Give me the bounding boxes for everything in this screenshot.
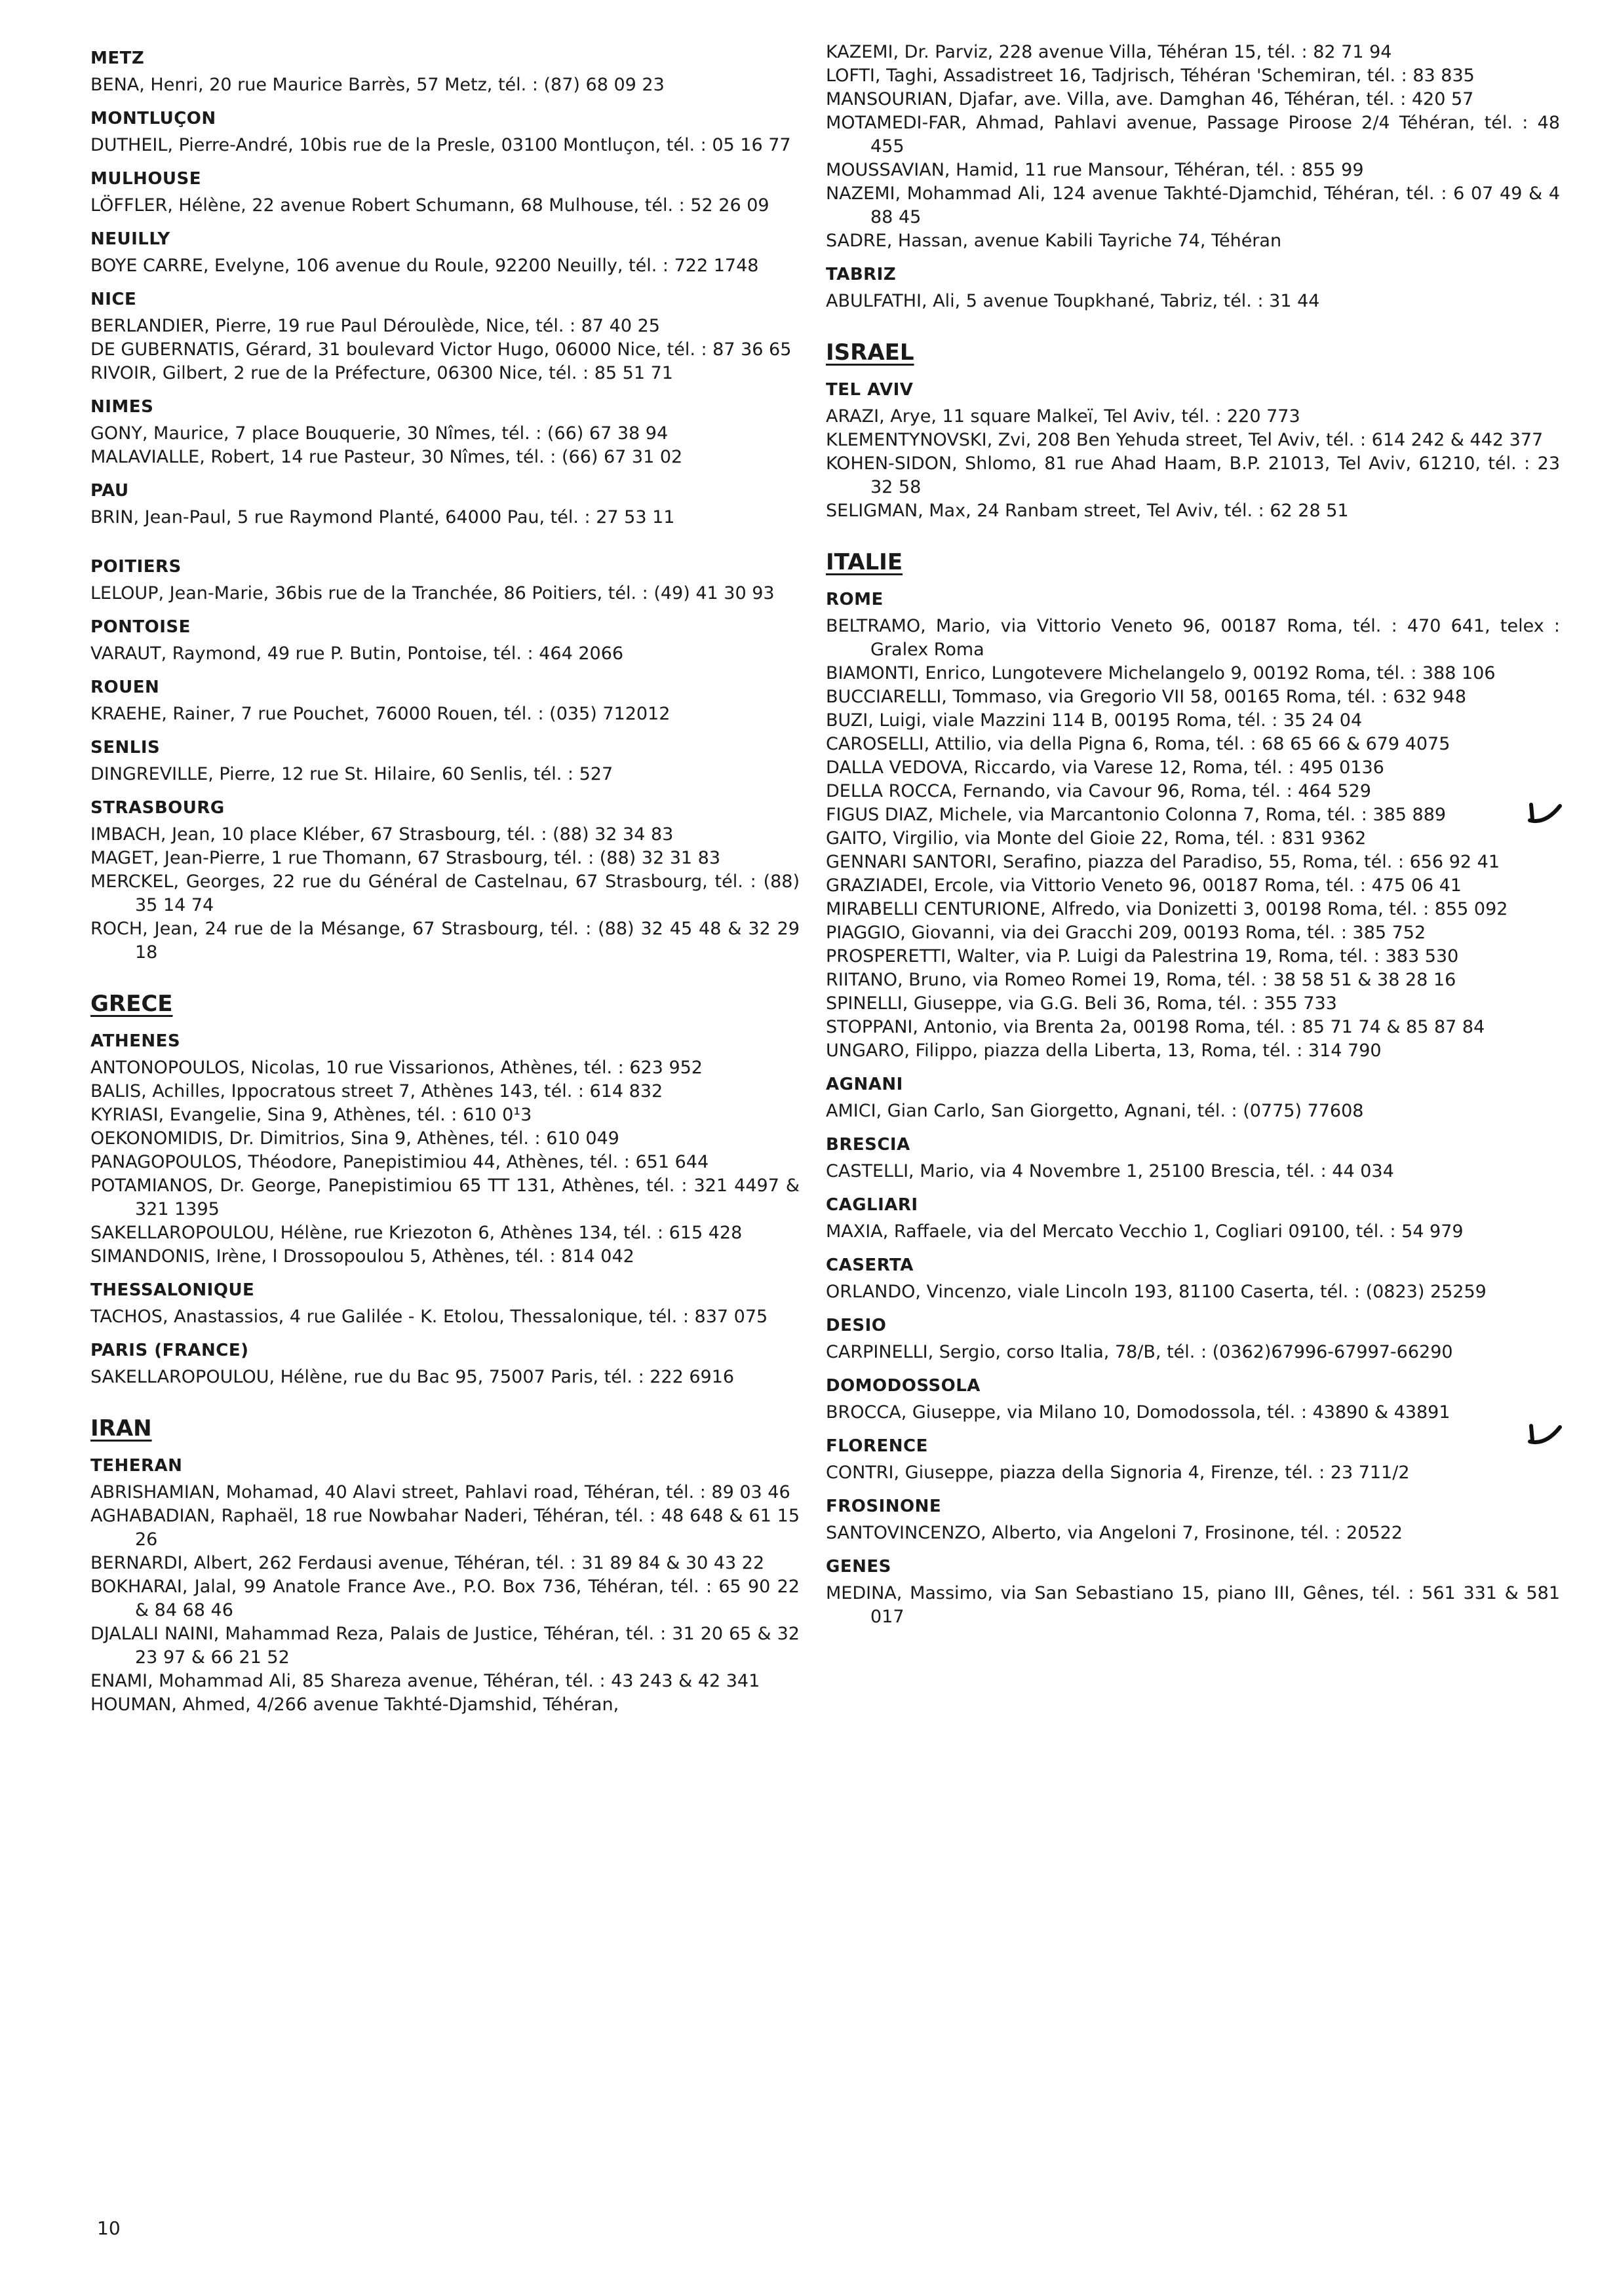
- country-heading-grece: GRECE: [90, 991, 173, 1017]
- city-heading-brescia: BRESCIA: [826, 1135, 910, 1155]
- directory-entry: BIAMONTI, Enrico, Lungotevere Michelangelo 9, 00192 Roma, tél. : 388 106: [826, 663, 1496, 683]
- city-heading-tabriz: TABRIZ: [826, 265, 897, 284]
- directory-entry: ARAZI, Arye, 11 square Malkeï, Tel Aviv, tél. : 220 773: [826, 406, 1300, 427]
- page-number: 10: [97, 2217, 121, 2239]
- directory-entry: ANTONOPOULOS, Nicolas, 10 rue Vissarionos, Athènes, tél. : 623 952: [90, 1058, 703, 1078]
- directory-entry: MAXIA, Raffaele, via del Mercato Vecchio 1, Cogliari 09100, tél. : 54 979: [826, 1221, 1464, 1242]
- directory-entry: IMBACH, Jean, 10 place Kléber, 67 Strasbourg, tél. : (88) 32 34 83: [90, 824, 674, 845]
- directory-entry: BROCCA, Giuseppe, via Milano 10, Domodossola, tél. : 43890 & 43891: [826, 1402, 1450, 1423]
- directory-entry: KAZEMI, Dr. Parviz, 228 avenue Villa, Téhéran 15, tél. : 82 71 94: [826, 42, 1392, 62]
- directory-entry: AGHABADIAN, Raphaël, 18 rue Nowbahar Naderi, Téhéran, tél. : 48 648 & 61 15 26: [90, 1506, 800, 1550]
- city-heading-caserta: CASERTA: [826, 1255, 914, 1275]
- directory-entry: PROSPERETTI, Walter, via P. Luigi da Palestrina 19, Roma, tél. : 383 530: [826, 946, 1459, 966]
- city-heading-genes: GENES: [826, 1557, 891, 1577]
- directory-entry: SADRE, Hassan, avenue Kabili Tayriche 74, Téhéran: [826, 231, 1282, 251]
- city-heading-pontoise: PONTOISE: [90, 617, 191, 637]
- directory-entry: MOUSSAVIAN, Hamid, 11 rue Mansour, Téhéran, tél. : 855 99: [826, 160, 1364, 180]
- directory-entry: BENA, Henri, 20 rue Maurice Barrès, 57 Metz, tél. : (87) 68 09 23: [90, 75, 665, 95]
- directory-entry: CONTRI, Giuseppe, piazza della Signoria 4, Firenze, tél. : 23 711/2: [826, 1463, 1410, 1483]
- directory-entry: CARPINELLI, Sergio, corso Italia, 78/B, tél. : (0362)67996-67997-66290: [826, 1342, 1453, 1362]
- country-heading-italie: ITALIE: [826, 549, 903, 575]
- directory-entry: BUZI, Luigi, viale Mazzini 114 B, 00195 Roma, tél. : 35 24 04: [826, 710, 1363, 731]
- directory-entry: BUCCIARELLI, Tommaso, via Gregorio VII 58, 00165 Roma, tél. : 632 948: [826, 687, 1467, 707]
- city-heading-domodossola: DOMODOSSOLA: [826, 1376, 981, 1396]
- directory-entry: BRIN, Jean-Paul, 5 rue Raymond Planté, 64000 Pau, tél. : 27 53 11: [90, 507, 675, 527]
- country-heading-israel: ISRAEL: [826, 339, 914, 366]
- directory-entry: ABULFATHI, Ali, 5 avenue Toupkhané, Tabriz, tél. : 31 44: [826, 291, 1320, 311]
- directory-entry: GAITO, Virgilio, via Monte del Gioie 22, Roma, tél. : 831 9362: [826, 828, 1367, 849]
- city-heading-agnani: AGNANI: [826, 1075, 903, 1094]
- left-column: [90, 47, 800, 1717]
- directory-entry: DUTHEIL, Pierre-André, 10bis rue de la Presle, 03100 Montluçon, tél. : 05 16 77: [90, 135, 791, 155]
- city-heading-paris-france: PARIS (FRANCE): [90, 1341, 249, 1360]
- directory-entry: MANSOURIAN, Djafar, ave. Villa, ave. Damghan 46, Téhéran, tél. : 420 57: [826, 89, 1474, 109]
- margin-mark: [1526, 801, 1565, 827]
- directory-entry: BERLANDIER, Pierre, 19 rue Paul Déroulède, Nice, tél. : 87 40 25: [90, 316, 660, 336]
- directory-entry: AMICI, Gian Carlo, San Giorgetto, Agnani, tél. : (0775) 77608: [826, 1101, 1364, 1121]
- directory-entry: VARAUT, Raymond, 49 rue P. Butin, Pontoise, tél. : 464 2066: [90, 643, 624, 664]
- directory-entry: DINGREVILLE, Pierre, 12 rue St. Hilaire, 60 Senlis, tél. : 527: [90, 764, 613, 784]
- directory-entry: BOKHARAI, Jalal, 99 Anatole France Ave., P.O. Box 736, Téhéran, tél. : 65 90 22 & 84 68 46: [90, 1577, 800, 1620]
- city-heading-rome: ROME: [826, 590, 884, 609]
- directory-entry: LOFTI, Taghi, Assadistreet 16, Tadjrisch, Téhéran 'Schemiran, tél. : 83 835: [826, 66, 1475, 86]
- directory-entry: KOHEN-SIDON, Shlomo, 81 rue Ahad Haam, B.P. 21013, Tel Aviv, 61210, tél. : 23 32 58: [826, 453, 1560, 497]
- directory-entry: RIITANO, Bruno, via Romeo Romei 19, Roma, tél. : 38 58 51 & 38 28 16: [826, 970, 1456, 990]
- city-heading-pau: PAU: [90, 481, 129, 501]
- city-heading-florence: FLORENCE: [826, 1436, 928, 1456]
- directory-entry: KRAEHE, Rainer, 7 rue Pouchet, 76000 Rouen, tél. : (035) 712012: [90, 704, 671, 724]
- directory-entry: SELIGMAN, Max, 24 Ranbam street, Tel Aviv, tél. : 62 28 51: [826, 501, 1349, 521]
- directory-entry: ENAMI, Mohammad Ali, 85 Shareza avenue, Téhéran, tél. : 43 243 & 42 341: [90, 1671, 760, 1691]
- directory-entry: SAKELLAROPOULOU, Hélène, rue du Bac 95, 75007 Paris, tél. : 222 6916: [90, 1367, 735, 1387]
- directory-entry: CASTELLI, Mario, via 4 Novembre 1, 25100 Brescia, tél. : 44 034: [826, 1161, 1394, 1181]
- city-heading-athenes: ATHENES: [90, 1031, 181, 1051]
- directory-entry: DALLA VEDOVA, Riccardo, via Varese 12, Roma, tél. : 495 0136: [826, 757, 1384, 778]
- directory-entry: POTAMIANOS, Dr. George, Panepistimiou 65 TT 131, Athènes, tél. : 321 4497 & 321 1395: [90, 1176, 800, 1219]
- directory-entry: BOYE CARRE, Evelyne, 106 avenue du Roule, 92200 Neuilly, tél. : 722 1748: [90, 256, 759, 276]
- directory-entry: GONY, Maurice, 7 place Bouquerie, 30 Nîmes, tél. : (66) 67 38 94: [90, 423, 669, 444]
- directory-entry: MERCKEL, Georges, 22 rue du Général de Castelnau, 67 Strasbourg, tél. : (88) 35 14 74: [90, 871, 800, 915]
- city-heading-frosinone: FROSINONE: [826, 1497, 942, 1516]
- directory-entry: MEDINA, Massimo, via San Sebastiano 15, piano III, Gênes, tél. : 561 331 & 581 017: [826, 1583, 1560, 1627]
- directory-entry: MAGET, Jean-Pierre, 1 rue Thomann, 67 Strasbourg, tél. : (88) 32 31 83: [90, 848, 721, 868]
- directory-entry: MOTAMEDI-FAR, Ahmad, Pahlavi avenue, Passage Piroose 2/4 Téhéran, tél. : 48 455: [826, 113, 1560, 157]
- directory-entry: GENNARI SANTORI, Serafino, piazza del Paradiso, 55, Roma, tél. : 656 92 41: [826, 852, 1500, 872]
- directory-entry: RIVOIR, Gilbert, 2 rue de la Préfecture, 06300 Nice, tél. : 85 51 71: [90, 363, 673, 383]
- directory-entry: HOUMAN, Ahmed, 4/266 avenue Takhté-Djamshid, Téhéran,: [90, 1694, 619, 1715]
- directory-entry: STOPPANI, Antonio, via Brenta 2a, 00198 Roma, tél. : 85 71 74 & 85 87 84: [826, 1017, 1485, 1037]
- directory-entry: KYRIASI, Evangelie, Sina 9, Athènes, tél. : 610 0¹3: [90, 1105, 532, 1125]
- city-heading-desio: DESIO: [826, 1316, 887, 1335]
- city-heading-tel-aviv: TEL AVIV: [826, 380, 914, 400]
- directory-entry: NAZEMI, Mohammad Ali, 124 avenue Takhté-Djamchid, Téhéran, tél. : 6 07 49 & 4 88 45: [826, 183, 1560, 227]
- city-heading-strasbourg: STRASBOURG: [90, 798, 225, 818]
- city-heading-montlucon: MONTLUÇON: [90, 109, 216, 128]
- right-column: [826, 41, 1560, 1629]
- city-heading-teheran: TEHERAN: [90, 1456, 183, 1476]
- directory-entry: DE GUBERNATIS, Gérard, 31 boulevard Victor Hugo, 06000 Nice, tél. : 87 36 65: [90, 339, 792, 360]
- city-heading-senlis: SENLIS: [90, 738, 161, 757]
- directory-entry: TACHOS, Anastassios, 4 rue Galilée - K. Etolou, Thessalonique, tél. : 837 075: [90, 1307, 768, 1327]
- directory-entry: PANAGOPOULOS, Théodore, Panepistimiou 44, Athènes, tél. : 651 644: [90, 1152, 709, 1172]
- directory-entry: KLEMENTYNOVSKI, Zvi, 208 Ben Yehuda street, Tel Aviv, tél. : 614 242 & 442 377: [826, 430, 1544, 450]
- directory-entry: ORLANDO, Vincenzo, viale Lincoln 193, 81100 Caserta, tél. : (0823) 25259: [826, 1282, 1487, 1302]
- city-heading-thessalonique: THESSALONIQUE: [90, 1280, 255, 1300]
- directory-entry: BELTRAMO, Mario, via Vittorio Veneto 96, 00187 Roma, tél. : 470 641, telex : Gralex Roma: [826, 616, 1560, 660]
- directory-entry: SANTOVINCENZO, Alberto, via Angeloni 7, Frosinone, tél. : 20522: [826, 1523, 1403, 1543]
- city-heading-poitiers: POITIERS: [90, 557, 182, 577]
- city-heading-cagliari: CAGLIARI: [826, 1195, 918, 1215]
- city-heading-metz: METZ: [90, 48, 145, 68]
- directory-entry: UNGARO, Filippo, piazza della Liberta, 13, Roma, tél. : 314 790: [826, 1041, 1382, 1061]
- directory-entry: CAROSELLI, Attilio, via della Pigna 6, Roma, tél. : 68 65 66 & 679 4075: [826, 734, 1450, 754]
- city-heading-nice: NICE: [90, 290, 137, 309]
- city-heading-mulhouse: MULHOUSE: [90, 169, 202, 189]
- margin-mark: [1526, 1422, 1565, 1448]
- directory-entry: ROCH, Jean, 24 rue de la Mésange, 67 Strasbourg, tél. : (88) 32 45 48 & 32 29 18: [90, 919, 800, 963]
- directory-entry: DJALALI NAINI, Mahammad Reza, Palais de Justice, Téhéran, tél. : 31 20 65 & 32 23 97 & 66 21 52: [90, 1624, 800, 1668]
- directory-entry: ABRISHAMIAN, Mohamad, 40 Alavi street, Pahlavi road, Téhéran, tél. : 89 03 46: [90, 1482, 790, 1502]
- city-heading-nimes: NIMES: [90, 397, 154, 417]
- directory-entry: LELOUP, Jean-Marie, 36bis rue de la Tranchée, 86 Poitiers, tél. : (49) 41 30 93: [90, 583, 775, 603]
- directory-entry: MALAVIALLE, Robert, 14 rue Pasteur, 30 Nîmes, tél. : (66) 67 31 02: [90, 447, 683, 467]
- directory-entry: PIAGGIO, Giovanni, via dei Gracchi 209, 00193 Roma, tél. : 385 752: [826, 923, 1426, 943]
- directory-entry: BERNARDI, Albert, 262 Ferdausi avenue, Téhéran, tél. : 31 89 84 & 30 43 22: [90, 1553, 765, 1573]
- country-heading-iran: IRAN: [90, 1415, 152, 1442]
- directory-entry: FIGUS DIAZ, Michele, via Marcantonio Colonna 7, Roma, tél. : 385 889: [826, 805, 1447, 825]
- directory-entry: DELLA ROCCA, Fernando, via Cavour 96, Roma, tél. : 464 529: [826, 781, 1371, 801]
- directory-entry: GRAZIADEI, Ercole, via Vittorio Veneto 96, 00187 Roma, tél. : 475 06 41: [826, 875, 1462, 896]
- directory-entry: LÖFFLER, Hélène, 22 avenue Robert Schumann, 68 Mulhouse, tél. : 52 26 09: [90, 195, 769, 216]
- city-heading-neuilly: NEUILLY: [90, 229, 170, 249]
- directory-entry: OEKONOMIDIS, Dr. Dimitrios, Sina 9, Athènes, tél. : 610 049: [90, 1128, 619, 1149]
- directory-entry: SAKELLAROPOULOU, Hélène, rue Kriezoton 6, Athènes 134, tél. : 615 428: [90, 1223, 743, 1243]
- city-heading-rouen: ROUEN: [90, 678, 160, 697]
- directory-entry: BALIS, Achilles, Ippocratous street 7, Athènes 143, tél. : 614 832: [90, 1081, 663, 1101]
- directory-entry: SIMANDONIS, Irène, I Drossopoulou 5, Athènes, tél. : 814 042: [90, 1246, 634, 1267]
- directory-entry: MIRABELLI CENTURIONE, Alfredo, via Donizetti 3, 00198 Roma, tél. : 855 092: [826, 899, 1508, 919]
- directory-entry: SPINELLI, Giuseppe, via G.G. Beli 36, Roma, tél. : 355 733: [826, 993, 1337, 1014]
